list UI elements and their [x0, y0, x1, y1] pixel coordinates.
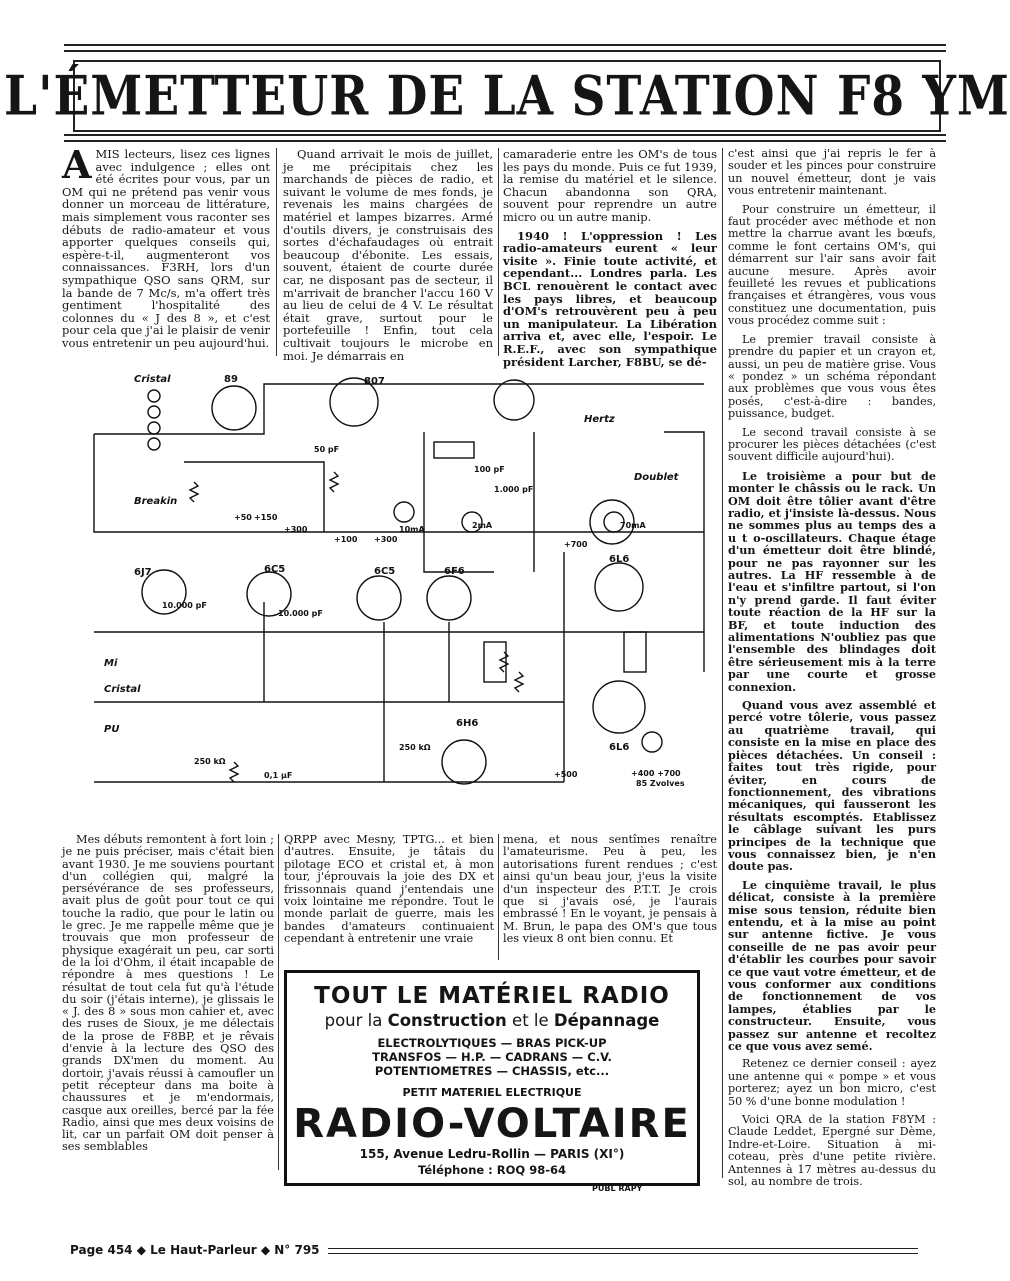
column-divider — [498, 148, 499, 356]
intro-paragraph: AMIS lecteurs, lisez ces lignes avec indulgence ; elles ont été écrites pour vous, par un OM qui ne prétend pas venir vous donner un morceau de littérature, mais simplement vous raconter ses débuts de radio-amateur et vous apporter quelques conseils qui, espère-t-il, augmenteront vos connaissances. F3RH, lors d'un sympathique QSO sans QRM, sur la bande de 7 Mc/s, m'a offert très gentiment l'hospitalité des colonnes du « J des 8 », et c'est pour cela que j'ai le plaisir de venir vous entretenir un peu aujourd'hui. — [62, 142, 270, 350]
svg-text:6H6: 6H6 — [456, 718, 479, 729]
svg-text:10mA: 10mA — [399, 525, 425, 534]
bottom-col2-paragraph: QRPP avec Mesny, TPTG... et bien d'autres. Ensuite, je tâtais du pilotage ECO et cristal et, à mon tour, j'éprouvais la joie des DX et frissonnais quand j'entendais une voix lointaine me répondre. Tout le monde parlait de guerre, mais les bandes d'amateurs continuaient cependant à entretenir une vraie — [284, 833, 494, 946]
page-footer: Page 454 ◆ Le Haut-Parleur ◆ N° 795 — [70, 1243, 918, 1257]
svg-text:10.000 pF: 10.000 pF — [162, 601, 207, 610]
ad-subheadline: pour la Construction et le Dépannage — [324, 1011, 660, 1030]
col4-paragraph-2: Pour construire un émetteur, il faut procéder avec méthode et non mettre la charrue avant les bœufs, comme le font certains OM's, qui démarrent sur l'air sans avoir fait aucune mesure. Après avoir feuilleté les revues et publications françaises et étrangères, vous vous constituez une documentation, puis vous procédez comme suit : — [728, 202, 936, 328]
svg-text:Doublet: Doublet — [634, 472, 679, 483]
publicity-credit: PUBL RAPY — [592, 1184, 643, 1193]
col3-paragraph-1: camaraderie entre les OM's de tous les pays du monde. Puis ce fut 1939, la remise du matériel et le silence. Chacun abandonna son QRA, souvent pour reprendre un autre micro ou un autre manip. — [503, 147, 717, 224]
svg-text:6J7: 6J7 — [134, 567, 152, 578]
svg-text:2mA: 2mA — [472, 521, 493, 530]
column-3 — [503, 147, 717, 369]
column-divider — [722, 148, 723, 1178]
top-border — [64, 44, 946, 46]
column-1 — [62, 142, 270, 358]
ad-address: 155, Avenue Ledru-Rollin — PARIS (XI°) — [359, 1147, 625, 1161]
col4-paragraph-5: Le troisième a pour but de monter le châssis ou le rack. Un OM doit être tôlier avant d'être radio, et j'insiste là-dessus. Nous ne sommes plus au temps des a u t o-oscillateurs. Chaque étage d'un émetteur doit être blindé, pour ne pas rayonner sur les autres. La HF ressemble à de l'eau et s'infiltre partout, si l'on n'y prend garde. Il faut éviter toute réaction de la HF sur la BF, et toute induction des alimentations N'oubliez pas que l'ensemble des blindages doit être sérieusement mis à la terre par une courte et grosse connexion. — [728, 468, 936, 694]
svg-text:10.000 pF: 10.000 pF — [278, 609, 323, 618]
svg-text:Breakin: Breakin — [134, 496, 178, 507]
ad-headline: TOUT LE MATÉRIEL RADIO — [314, 983, 670, 1009]
col4-paragraph-6: Quand vous avez assemblé et percé votre tôlerie, vous passez au quatrième travail, qui consiste en la mise en place des pièces détachées. Un conseil : faites tout très rigide, pour éviter, en cours de fonctionnement, des vibrations mécaniques, qui fausseront les résultats escomptés. Etablissez le câblage suivant les purs principes de la technique que vous connaissez bien, je n'en doute pas. — [728, 698, 936, 874]
bottom-column-3 — [503, 834, 717, 964]
col2-paragraph-1: Quand arrivait le mois de juillet, je me précipitais chez les marchands de pièces de radio, et suivant le volume de mes fonds, je revenais les mains chargées de matériel et lampes bizarres. Armé d'outils divers, je construisais des sortes d'échafaudages où entrait beaucoup d'ébonite. Les essais, souvent, étaient de courte durée car, ne disposant pas de secteur, il m'arrivait de brancher l'accu 160 V au lieu de celui de 4 V. Le résultat était grave, surtout pour le portefeuille ! Enfin, tout cela cultivait toujours le microbe en moi. Je démarrais en — [283, 147, 493, 363]
title-bottom-border — [64, 134, 946, 136]
svg-text:Cristal: Cristal — [104, 684, 141, 695]
col4-paragraph-1: c'est ainsi que j'ai repris le fer à souder et les pinces pour construire un nouvel émetteur, dont je vais vous entretenir maintenant. — [728, 147, 936, 198]
svg-text:Cristal: Cristal — [134, 374, 171, 385]
svg-text:+300: +300 — [284, 525, 308, 534]
column-divider — [278, 834, 279, 1170]
svg-text:+100: +100 — [334, 535, 358, 544]
svg-text:6F6: 6F6 — [444, 566, 465, 577]
svg-text:+700: +700 — [564, 540, 588, 549]
col4-paragraph-9: Voici QRA de la station F8YM : Claude Leddet, Epergné sur Dème, Indre-et-Loire. Situation à mi-coteau, près d'une petite rivière. Antennes à 17 mètres au-dessus du sol, au nombre de trois. — [728, 1113, 936, 1189]
svg-text:6C5: 6C5 — [374, 566, 396, 577]
svg-text:+400 +700: +400 +700 — [631, 769, 681, 778]
svg-text:100 pF: 100 pF — [474, 465, 505, 474]
svg-text:+500: +500 — [554, 770, 578, 779]
bottom-column-1 — [62, 834, 274, 1172]
column-divider — [276, 148, 277, 356]
column-4 — [728, 147, 936, 1189]
svg-text:250 kΩ: 250 kΩ — [399, 743, 431, 752]
svg-text:PU: PU — [104, 724, 120, 735]
transmitter-schematic — [64, 372, 716, 812]
bottom-col1-paragraph: Mes débuts remontent à fort loin ; je ne puis préciser, mais c'était bien avant 1930. Je me souviens pourtant d'un collégien qui, malgré la persévérance de ses professeurs, avait plus de goût pour tout ce qui touche la radio, que pour le latin ou le grec. Je me rappelle même que je trouvais que mon professeur de physique exagérait un peu, car sorti de la loi d'Ohm, il était incapable de répondre à mes questions ! Le résultat de tout cela fut qu'à l'étude du soir (j'étais interne), je glissais le « J. des 8 » sous mon cahier et, avec des ruses de Sioux, je me délectais de la prose de F8BP, et je rêvais d'envie à la lecture des QSO des grands DX'men du moment. Au dortoir, j'avais réussi à camoufler un petit récepteur dans ma boite à chaussures et je m'endormais, casque aux oreilles, bercé par la fée Radio, ainsi que mes deux voisins de lit, car un parfait OM doit penser à ses semblables — [62, 833, 274, 1154]
article-title: L'ÉMETTEUR DE LA STATION F8 YM — [4, 64, 1010, 128]
footer-rule — [328, 1248, 918, 1254]
bottom-col3-paragraph: mena, et nous sentîmes renaître l'amateurisme. Peu à peu, les autorisations furent rendues ; c'est ainsi qu'un beau jour, j'eus la visite d'un inspecteur des P.T.T. Je crois que si j'avais osé, je l'aurais embrassé ! En le voyant, je pensais à M. Brun, le papa des OM's que tous les vieux 8 ont bien connu. Et — [503, 833, 717, 946]
col4-paragraph-8: Retenez ce dernier conseil : ayez une antenne qui « pompe » et vous porterez; ayez un bon micro, c'est 50 % d'une bonne modulation ! — [728, 1057, 936, 1108]
ad-small-material: PETIT MATERIEL ELECTRIQUE — [402, 1086, 582, 1099]
svg-text:6C5: 6C5 — [264, 564, 286, 575]
svg-text:Mi: Mi — [104, 658, 118, 669]
column-divider — [498, 834, 499, 960]
col4-paragraph-3: Le premier travail consiste à prendre du papier et un crayon et, aussi, un peu de matière grise. Vous « pondez » un schéma répondant aux problèmes que vous vous êtes posés, c'est-à-dire : bandes, puissance, budget. — [728, 332, 936, 421]
title-bottom-border-inner — [64, 140, 946, 142]
ad-brand: RADIO-VOLTAIRE — [293, 1101, 691, 1147]
col4-paragraph-7: Le cinquième travail, le plus délicat, consiste à la première mise sous tension, réduite bien entendu, et à la mise au point sur antenne fictive. Je vous conseille de ne pas avoir peur d'établir les courbes pour savoir ce que vaut votre émetteur, et de vous conformer aux conditions de fonctionnement de vos lampes, établies par le constructeur. Ensuite, vous passez sur antenne et recoltez ce que vous avez semé. — [728, 877, 936, 1054]
ad-phone: Téléphone : ROQ 98-64 — [418, 1163, 566, 1177]
svg-text:250 kΩ: 250 kΩ — [194, 757, 226, 766]
col3-paragraph-2: 1940 ! L'oppression ! Les radio-amateurs eurent « leur visite ». Finie toute activité, et cependant... Londres parla. Les BCL renouèrent le contact avec les pays libres, et beaucoup d'OM's retrouvèrent peu à peu un manipulateur. La Libération arriva et, avec elle, l'espoir. Le R.E.F., avec son sympathique président Larcher, F8BU, se dé- — [503, 228, 717, 369]
drop-cap: A — [62, 142, 92, 187]
svg-text:1.000 pF: 1.000 pF — [494, 485, 534, 494]
column-2 — [283, 147, 493, 363]
top-border-inner — [64, 50, 946, 52]
svg-text:+50: +50 — [234, 513, 252, 522]
svg-text:89: 89 — [224, 374, 238, 385]
radio-voltaire-advertisement — [284, 970, 700, 1186]
bottom-column-2 — [284, 834, 494, 964]
svg-text:+150: +150 — [254, 513, 278, 522]
svg-text:50 pF: 50 pF — [314, 445, 340, 454]
svg-text:6L6: 6L6 — [609, 742, 630, 753]
svg-text:70mA: 70mA — [620, 521, 646, 530]
svg-text:807: 807 — [364, 376, 385, 387]
svg-text:85 Zvolves: 85 Zvolves — [636, 779, 685, 788]
svg-text:Hertz: Hertz — [584, 414, 615, 425]
svg-text:6L6: 6L6 — [609, 554, 630, 565]
ad-product-list: ELECTROLYTIQUES — BRAS PICK-UP TRANSFOS — H.P. — CADRANS — C.V. POTENTIOMETRES — CHASSIS, etc... — [372, 1036, 612, 1078]
svg-text:0,1 µF: 0,1 µF — [264, 771, 293, 780]
svg-text:+300: +300 — [374, 535, 398, 544]
col4-paragraph-4: Le second travail consiste à se procurer les pièces détachées (c'est souvent difficile aujourd'hui). — [728, 425, 936, 464]
article-title-box — [4, 60, 1010, 132]
